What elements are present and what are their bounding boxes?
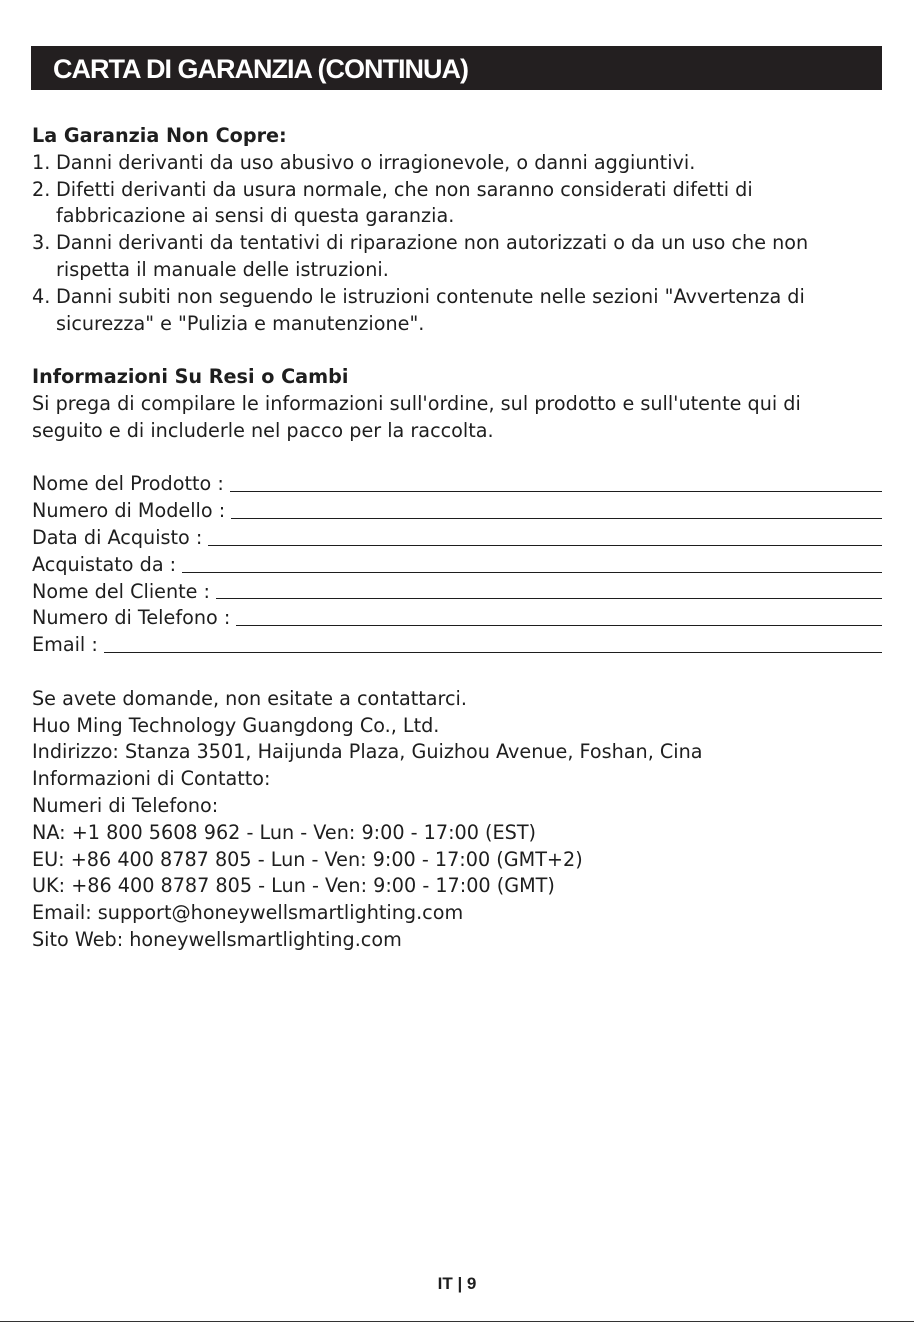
field-label: Nome del Prodotto : — [32, 472, 224, 496]
not-covered-heading: La Garanzia Non Copre: — [32, 124, 287, 147]
returns-text: Si prega di compilare le informazioni sull'ordine, sul prodotto e sull'utente qui di — [32, 391, 801, 415]
page-number: IT | 9 — [437, 1274, 477, 1293]
field-label: Email : — [32, 633, 98, 657]
list-item-number: 3. — [32, 231, 51, 255]
list-item — [32, 230, 884, 284]
form-field-model-number — [32, 498, 884, 525]
list-item-text: rispetta il manuale delle istruzioni. — [56, 257, 389, 281]
contact-section — [32, 686, 884, 954]
phone-eu: EU: +86 400 8787 805 - Lun - Ven: 9:00 - 17:00 (GMT+2) — [32, 847, 583, 871]
page-title: CARTA DI GARANZIA (CONTINUA) — [53, 54, 468, 84]
form-field-purchased-from — [32, 552, 884, 579]
field-label: Acquistato da : — [32, 552, 177, 576]
product-name-field[interactable] — [230, 491, 882, 492]
company-address: Indirizzo: Stanza 3501, Haijunda Plaza, Guizhou Avenue, Foshan, Cina — [32, 740, 703, 764]
support-email: Email: support@honeywellsmartlighting.com — [32, 901, 464, 925]
list-item-text: Danni derivanti da tentativi di riparazione non autorizzati o da un uso che non — [56, 231, 809, 255]
form-field-phone-number — [32, 605, 884, 632]
list-item-text: fabbricazione ai sensi di questa garanzia. — [56, 204, 455, 228]
field-label: Data di Acquisto : — [32, 525, 203, 549]
list-item — [32, 177, 884, 231]
list-item-number: 4. — [32, 284, 51, 308]
company-name: Huo Ming Technology Guangdong Co., Ltd. — [32, 713, 440, 737]
list-item-text: Danni derivanti da uso abusivo o irragionevole, o danni aggiuntivi. — [56, 150, 696, 174]
return-form — [32, 471, 884, 659]
phone-number-field[interactable] — [236, 625, 882, 626]
list-item — [32, 150, 884, 177]
field-label: Numero di Telefono : — [32, 606, 231, 630]
list-item-number: 2. — [32, 177, 51, 201]
website: Sito Web: honeywellsmartlighting.com — [32, 927, 402, 951]
form-field-product-name — [32, 471, 884, 498]
form-field-purchase-date — [32, 525, 884, 552]
model-number-field[interactable] — [231, 518, 882, 519]
not-covered-section — [32, 123, 884, 337]
bottom-divider — [0, 1321, 914, 1322]
document-body — [32, 123, 884, 954]
customer-name-field[interactable] — [216, 598, 882, 599]
phone-uk: UK: +86 400 8787 805 - Lun - Ven: 9:00 - 17:00 (GMT) — [32, 874, 555, 898]
contact-intro: Se avete domande, non esitate a contattarci. — [32, 686, 467, 710]
email-field[interactable] — [104, 652, 882, 653]
form-field-customer-name — [32, 579, 884, 606]
list-item-text: Danni subiti non seguendo le istruzioni contenute nelle sezioni "Avvertenza di — [56, 284, 805, 308]
form-field-email — [32, 632, 884, 659]
phone-na: NA: +1 800 5608 962 - Lun - Ven: 9:00 - 17:00 (EST) — [32, 820, 537, 844]
purchased-from-field[interactable] — [182, 572, 882, 573]
returns-section — [32, 364, 884, 444]
returns-heading: Informazioni Su Resi o Cambi — [32, 365, 349, 389]
list-item-text: sicurezza" e "Pulizia e manutenzione". — [56, 311, 425, 335]
field-label: Numero di Modello : — [32, 499, 226, 523]
list-item-text: Difetti derivanti da usura normale, che non saranno considerati difetti di — [56, 177, 753, 201]
header-bar — [31, 46, 882, 90]
phone-numbers-label: Numeri di Telefono: — [32, 793, 219, 817]
purchase-date-field[interactable] — [208, 545, 882, 546]
list-item-number: 1. — [32, 150, 51, 174]
field-label: Nome del Cliente : — [32, 579, 211, 603]
returns-text: seguito e di includerle nel pacco per la raccolta. — [32, 418, 494, 442]
list-item — [32, 284, 884, 338]
contact-info-label: Informazioni di Contatto: — [32, 767, 271, 791]
